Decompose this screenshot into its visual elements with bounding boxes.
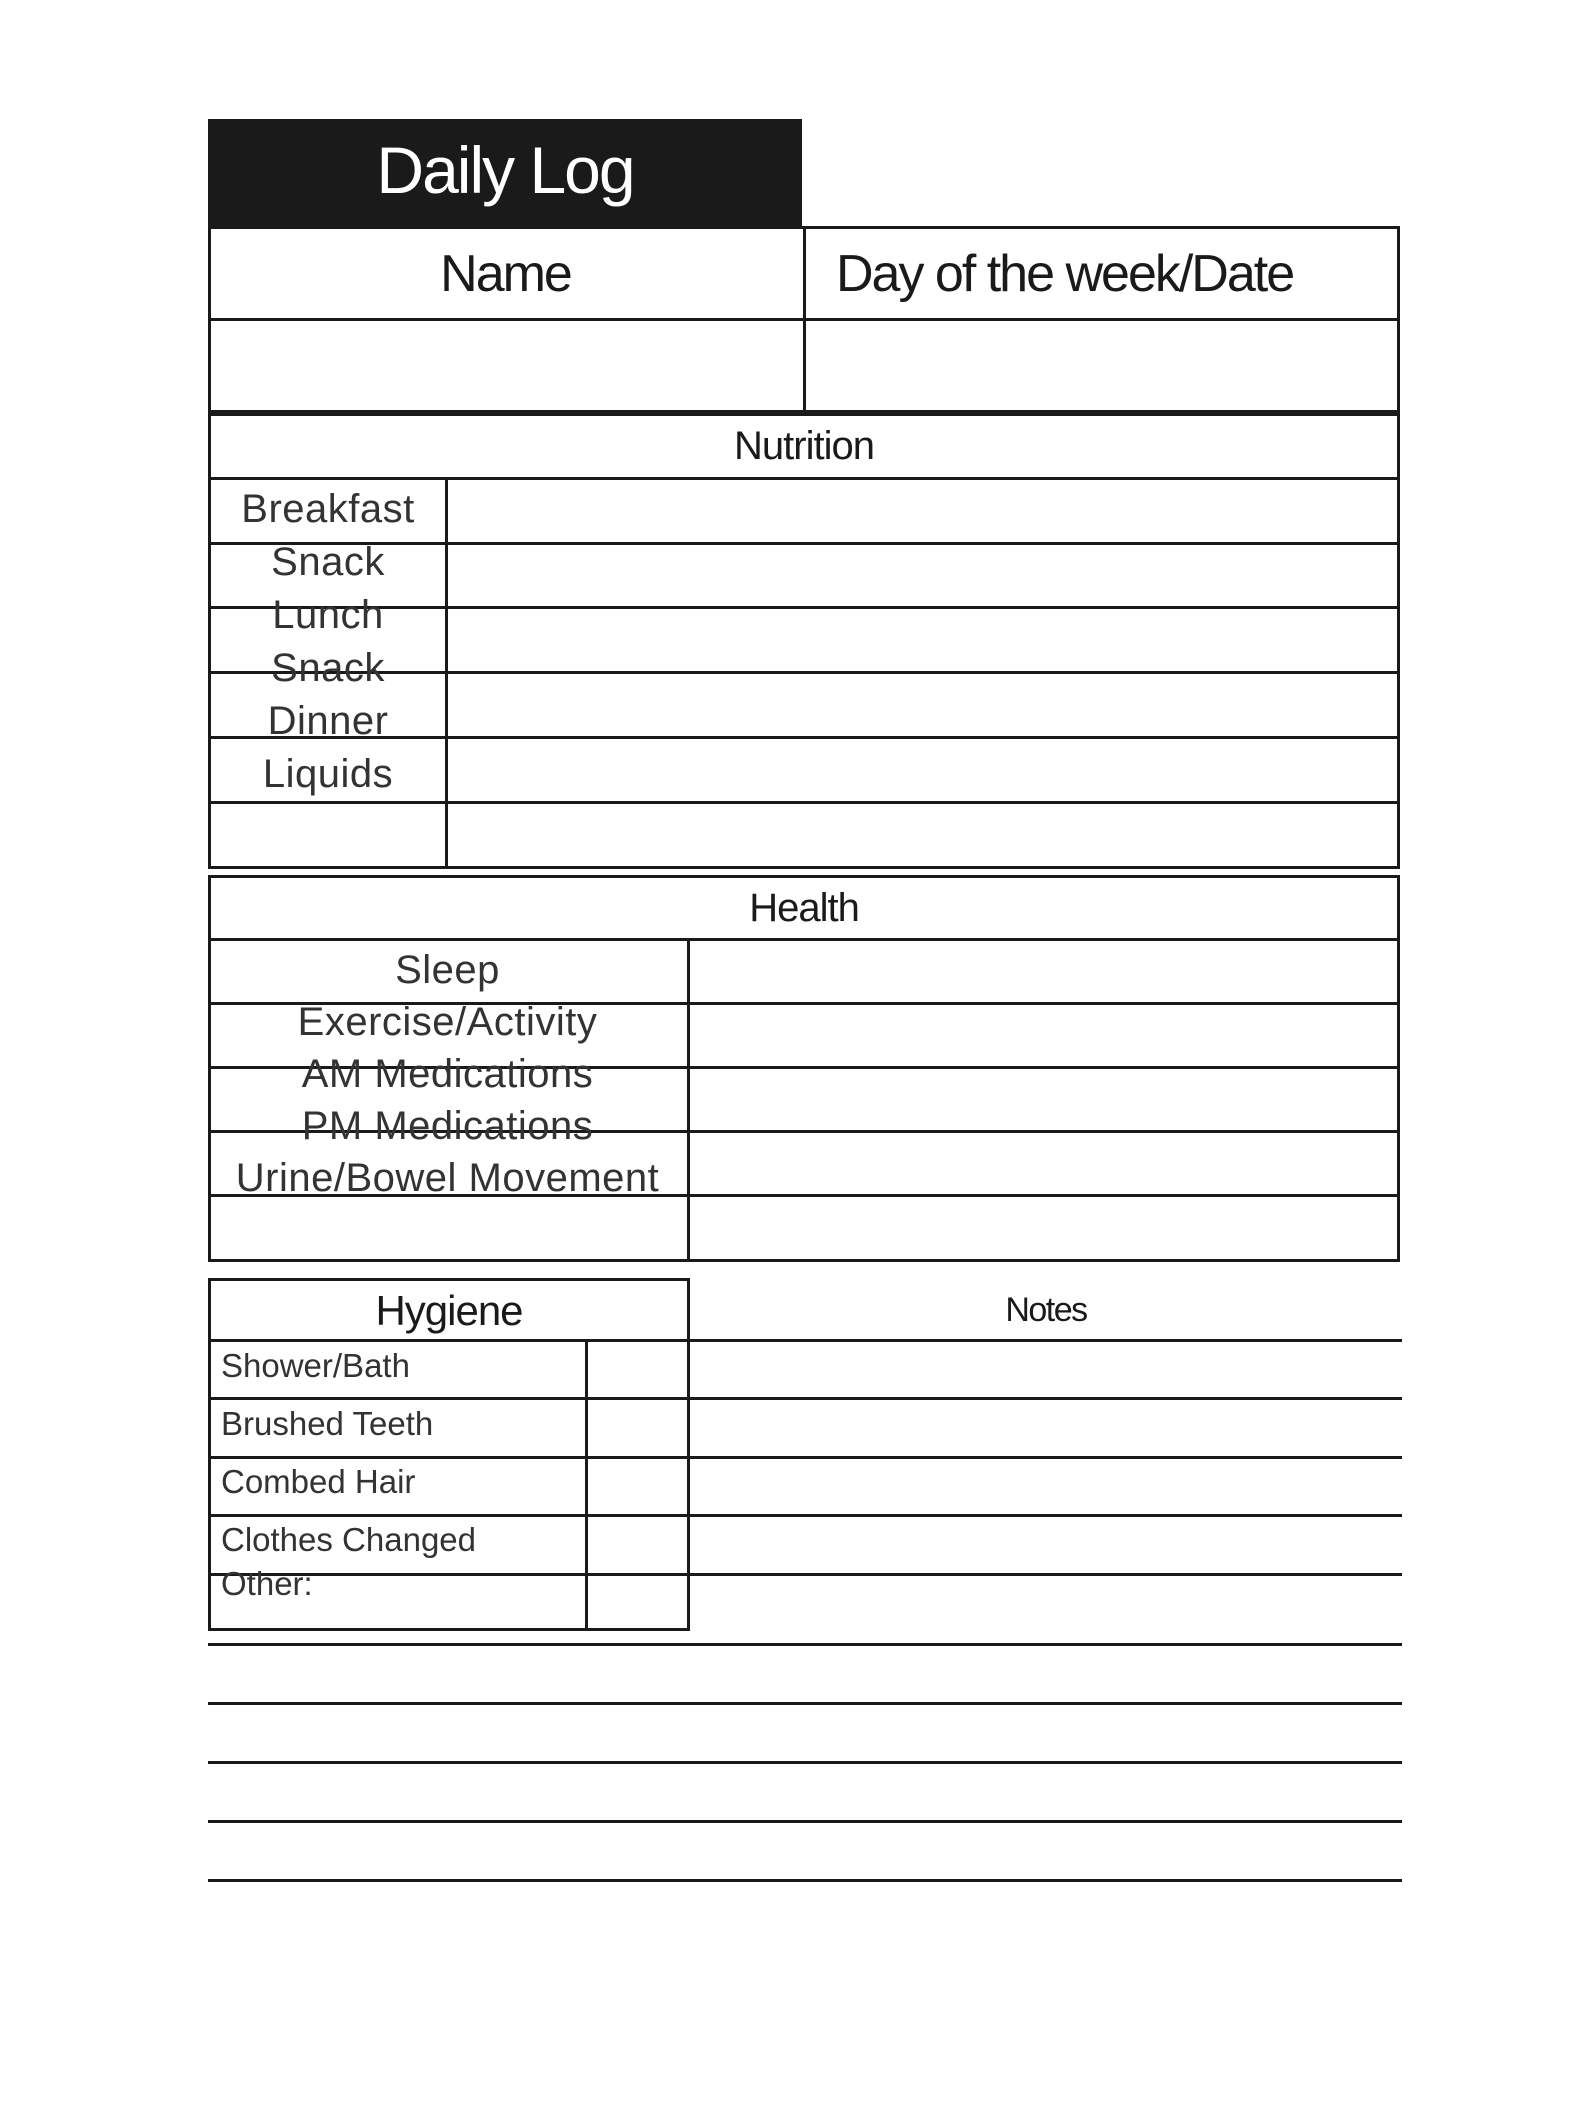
name-field[interactable] bbox=[211, 321, 803, 410]
nutrition-title: Nutrition bbox=[734, 424, 874, 468]
health-entry-field[interactable] bbox=[690, 1005, 1397, 1066]
page-title: Daily Log bbox=[208, 119, 802, 226]
nutrition-entry-field[interactable] bbox=[448, 674, 1397, 736]
health-entry-field[interactable] bbox=[690, 1197, 1397, 1259]
hygiene-label-clothes-changed: Clothes Changed bbox=[221, 1521, 477, 1558]
nutrition-entry-field[interactable] bbox=[448, 609, 1397, 671]
health-entry-field[interactable] bbox=[690, 1133, 1397, 1194]
name-label: Name bbox=[440, 244, 571, 303]
nutrition-label-snack: Snack bbox=[271, 540, 385, 584]
hygiene-title: Hygiene bbox=[375, 1287, 523, 1334]
health-title: Health bbox=[749, 885, 859, 930]
nutrition-label-breakfast: Breakfast bbox=[241, 487, 415, 531]
health-entry-field[interactable] bbox=[690, 941, 1397, 1002]
nutrition-label-dinner: Dinner bbox=[267, 699, 389, 743]
hygiene-checkbox[interactable] bbox=[588, 1517, 687, 1573]
hygiene-checkbox[interactable] bbox=[588, 1400, 687, 1456]
nutrition-entry-field[interactable] bbox=[448, 739, 1397, 801]
hygiene-checkbox[interactable] bbox=[588, 1576, 687, 1628]
writing-line bbox=[208, 1879, 1402, 1882]
hygiene-label-other: Other: bbox=[221, 1565, 313, 1602]
hygiene-checkbox[interactable] bbox=[588, 1459, 687, 1514]
health-label-exercise: Exercise/Activity bbox=[297, 1000, 598, 1044]
date-field[interactable] bbox=[806, 321, 1397, 410]
hygiene-label-brushed-teeth: Brushed Teeth bbox=[221, 1405, 434, 1442]
hygiene-label-combed-hair: Combed Hair bbox=[221, 1463, 416, 1500]
health-label-am-medications: AM Medications bbox=[301, 1052, 594, 1096]
date-label: Day of the week/Date bbox=[836, 244, 1294, 303]
hygiene-label-shower-bath: Shower/Bath bbox=[221, 1347, 410, 1384]
health-label-urine-bowel: Urine/Bowel Movement bbox=[235, 1156, 660, 1200]
nutrition-entry-field[interactable] bbox=[448, 804, 1397, 866]
notes-area[interactable] bbox=[690, 1342, 1402, 1632]
nutrition-label-liquids: Liquids bbox=[262, 752, 394, 796]
nutrition-label-lunch: Lunch bbox=[272, 593, 384, 637]
health-label-pm-medications: PM Medications bbox=[301, 1104, 594, 1148]
notes-title: Notes bbox=[1005, 1290, 1087, 1329]
health-label-sleep: Sleep bbox=[395, 948, 500, 992]
nutrition-label-snack: Snack bbox=[271, 646, 385, 690]
nutrition-entry-field[interactable] bbox=[448, 545, 1397, 606]
nutrition-entry-field[interactable] bbox=[448, 480, 1397, 542]
health-entry-field[interactable] bbox=[690, 1069, 1397, 1130]
hygiene-checkbox[interactable] bbox=[588, 1342, 687, 1397]
bottom-writing-area[interactable] bbox=[208, 1646, 1402, 1879]
